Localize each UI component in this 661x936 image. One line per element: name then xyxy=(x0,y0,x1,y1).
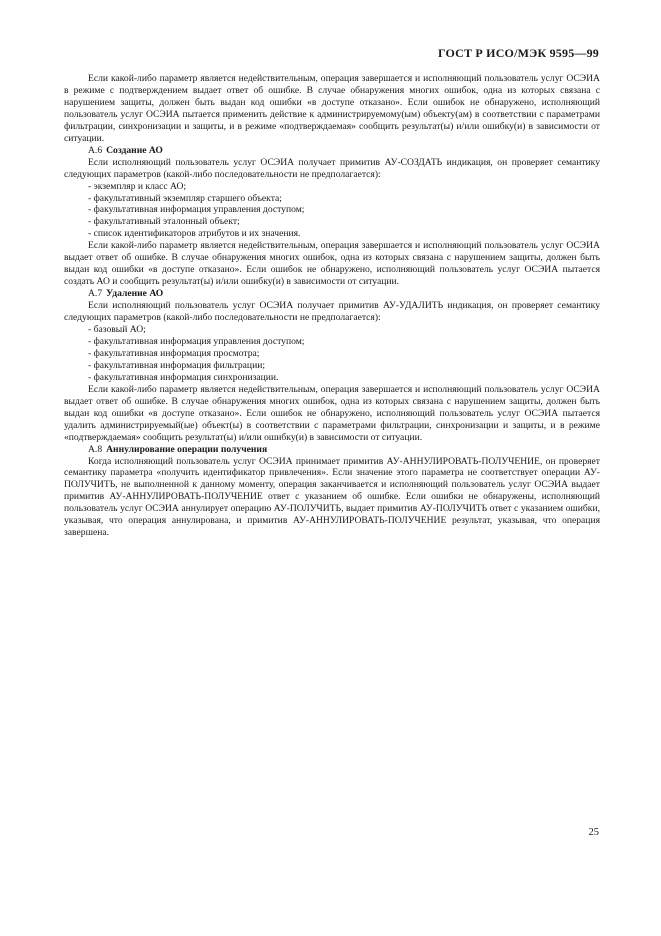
list-item: - факультативный экземпляр старшего объекта; xyxy=(88,192,282,204)
section-title: Удаление АО xyxy=(106,288,164,300)
paragraph: Если исполняющий пользователь услуг ОСЭИА получает примитив АУ-СОЗДАТЬ индикация, он проверяет семантику следующих параметров (какой-либо последовательности не предполагается): xyxy=(64,156,600,180)
document-body xyxy=(64,73,600,539)
list-item: - факультативная информация просмотра; xyxy=(88,347,260,359)
section-heading xyxy=(64,444,600,456)
list-item: - экземпляр и класс АО; xyxy=(88,180,187,192)
list-item: - список идентификаторов атрибутов и их значения. xyxy=(88,228,301,240)
paragraph: Если исполняющий пользователь услуг ОСЭИА получает примитив АУ-УДАЛИТЬ индикация, он проверяет семантику следующих параметров (какой-либо последовательности не предполагается): xyxy=(64,300,600,324)
page-number: 25 xyxy=(588,827,599,838)
section-number: А.6 xyxy=(88,144,103,156)
paragraph: Если какой-либо параметр является недействительным, операция завершается и исполняющий пользователь услуг ОСЭИА выдает ответ об ошибке. В случае обнаружения многих ошибок, одна из которых связана с нарушением защиты, должен быть выдан код ошибки «в доступе отказано». Если ошибок не обнаружено, исполняющий пользователь услуг ОСЭИА пытается создать АО и сообщить результат(ы) и/или ошибку(и) в зависимости от ситуации. xyxy=(64,240,600,288)
section-title: Создание АО xyxy=(106,144,163,156)
section-number: А.7 xyxy=(88,288,103,300)
paragraph: Если какой-либо параметр является недействительным, операция завершается и исполняющий пользователь услуг ОСЭИА выдает ответ об ошибке. В случае обнаружения многих ошибок, одна из которых связана с нарушением защиты, должен быть выдан код ошибки «в доступе отказано». Если ошибок не обнаружено, исполняющий пользователь услуг ОСЭИА пытается удалить администрируемый(ые) объект(ы) в соответствии с параметрами фильтрации, синхронизации и защиты, и в режиме «подтверждаемая» сообщить результат(ы) и/или ошибку(и) в зависимости от ситуации. xyxy=(64,383,600,443)
list-item: - факультативный эталонный объект; xyxy=(88,216,240,228)
list-item: - факультативная информация фильтрации; xyxy=(88,359,266,371)
paragraph: Если какой-либо параметр является недействительным, операция завершается и исполняющий пользователь услуг ОСЭИА в режиме с подтверждением выдает ответ об ошибке. В случае обнаружения многих ошибок, одна из которых связана с нарушением защиты, должен быть выдан код ошибки «в доступе отказано». Если ошибок не обнаружено, исполняющий пользователь услуг ОСЭИА пытается применить действие к администрируемому(ым) объекту(ам) в соответствии с параметрами фильтрации, синхронизации и защиты, и в режиме «подтверждаемая» сообщить результат(ы) и/или ошибку(и) в зависимости от ситуации. xyxy=(64,73,600,144)
paragraph: Когда исполняющий пользователь услуг ОСЭИА принимает примитив АУ-АННУЛИРОВАТЬ-ПОЛУЧЕНИЕ, он проверяет семантику параметра «получить идентификатор привлечения». Если значение этого параметра не соответствует операции АУ-ПОЛУЧИТЬ, не выполненной к данному моменту, операция заканчивается и исполняющий пользователь услуг ОСЭИА выдает примитив АУ-АННУЛИРОВАТЬ-ПОЛУЧЕНИЕ ответ с указанием об ошибке. Если ошибки не обнаружены, исполняющий пользователь услуг ОСЭИА аннулирует операцию АУ-ПОЛУЧИТЬ, выдает примитив АУ-ПОЛУЧИТЬ ответ с указанием ошибки, указывая, что операция аннулирована, и примитив АУ-АННУЛИРОВАТЬ-ПОЛУЧЕНИЕ результат, указывая, что операция завершена. xyxy=(64,455,600,539)
list-item: - факультативная информация управления доступом; xyxy=(88,204,305,216)
section-heading xyxy=(64,288,600,300)
section-number: А.8 xyxy=(88,443,103,455)
list-item: - базовый АО; xyxy=(88,324,146,336)
section-title: Аннулирование операции получения xyxy=(106,443,268,455)
list-item: - факультативная информация управления доступом; xyxy=(88,335,305,347)
standard-header: ГОСТ Р ИСО/МЭК 9595—99 xyxy=(437,46,599,60)
list-item: - факультативная информация синхронизации. xyxy=(88,371,279,383)
section-heading xyxy=(64,145,600,157)
